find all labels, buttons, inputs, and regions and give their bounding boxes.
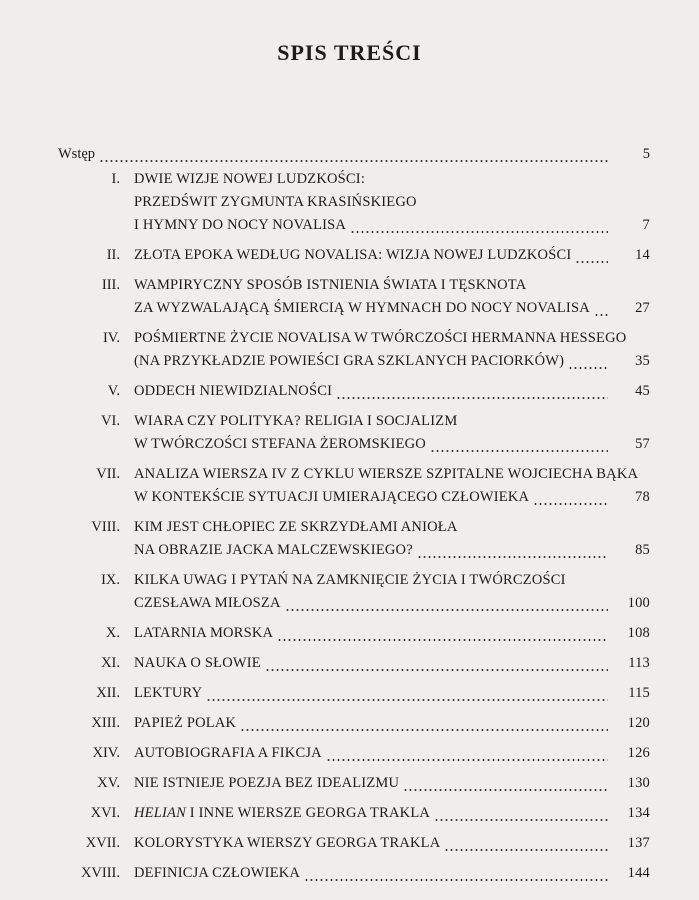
toc-entry-title-line — [134, 622, 273, 645]
toc-entry-title — [134, 682, 650, 705]
leader-dots — [277, 622, 608, 645]
toc-entry-title-line — [134, 486, 529, 509]
toc-entry-title-line — [134, 682, 202, 705]
leader-dots — [403, 772, 608, 795]
toc-entry-title-text: LATARNIA MORSKA — [134, 625, 274, 641]
toc-entry-title-line — [134, 802, 430, 825]
toc-entry-title — [134, 274, 650, 320]
toc-entry-title-line: WIARA CZY POLITYKA? RELIGIA I SOCJALIZM — [134, 413, 458, 429]
toc-entry-title-text: (NA PRZYKŁADZIE POWIEŚCI GRA SZKLANYCH PACIORKÓW) — [134, 353, 565, 369]
toc-entry-number: V. — [107, 383, 120, 399]
toc-page-number: 144 — [627, 865, 650, 881]
toc-entry-intro[interactable] — [58, 143, 650, 166]
toc-page-number: 137 — [627, 835, 650, 851]
toc-entry-italic-title: HELIAN — [134, 805, 186, 821]
toc-entry-number: XII. — [96, 685, 120, 701]
toc-entry-number: XIII. — [91, 715, 120, 731]
toc-entry-number: XIV. — [92, 745, 120, 761]
leader-dots — [206, 682, 608, 705]
toc-entry-number: II. — [106, 247, 120, 263]
toc-page-number: 14 — [635, 247, 650, 263]
leader-dots — [594, 297, 608, 320]
toc-page-number: 5 — [642, 146, 650, 162]
leader-dots — [533, 486, 608, 509]
toc-entry-title-line — [134, 772, 399, 795]
leader-dots — [326, 742, 608, 765]
toc-entry-title-line — [134, 297, 590, 320]
toc-entry-title — [134, 410, 650, 456]
toc-entry-number: VIII. — [91, 519, 120, 535]
toc-entry-title-line — [134, 652, 261, 675]
toc-entry-title-line — [134, 712, 236, 735]
toc-entry-title — [134, 772, 650, 795]
toc-entry-title-line: KIM JEST CHŁOPIEC ZE SKRZYDŁAMI ANIOŁA — [134, 519, 458, 535]
toc-page-number: 78 — [635, 489, 650, 505]
leader-dots — [265, 652, 608, 675]
toc-entry-number: XVIII. — [80, 865, 120, 881]
toc-entry-title — [134, 712, 650, 735]
leader-dots — [434, 802, 608, 825]
toc-entry-title-line — [134, 832, 440, 855]
toc-page-number: 130 — [627, 775, 650, 791]
toc-page-number: 115 — [628, 685, 650, 701]
leader-dots — [430, 433, 608, 456]
toc-entry-title-text: NIE ISTNIEJE POEZJA BEZ IDEALIZMU — [134, 775, 400, 791]
toc-entry-title-text: AUTOBIOGRAFIA A FIKCJA — [134, 745, 322, 761]
toc-entry-title-text: KOLORYSTYKA WIERSZY GEORGA TRAKLA — [134, 835, 441, 851]
toc-entry-title-line — [134, 350, 564, 373]
toc-entry-title — [134, 862, 650, 885]
toc-page-number: 35 — [635, 353, 650, 369]
toc-page-number: 100 — [627, 595, 650, 611]
toc-page-number: 45 — [635, 383, 650, 399]
toc-entry-title-text: I INNE WIERSZE GEORGA TRAKLA — [185, 805, 431, 821]
toc-entry-title-line — [134, 862, 300, 885]
toc-entry-number: VI. — [101, 413, 120, 429]
toc-entry-title-text: W TWÓRCZOŚCI STEFANA ŻEROMSKIEGO — [134, 436, 426, 452]
toc-entry-number: IV. — [102, 330, 120, 346]
toc-entry-title — [134, 168, 650, 237]
toc-entry-number: X. — [105, 625, 120, 641]
leader-dots — [336, 380, 608, 403]
toc-entry-title-line — [134, 592, 281, 615]
toc-entry-title — [134, 622, 650, 645]
toc-entry-number: VII. — [96, 466, 120, 482]
toc-entry-number: III. — [101, 277, 120, 293]
toc-page-number: 57 — [635, 436, 650, 452]
toc-entry-title — [134, 380, 650, 403]
toc-entry-title-text: CZESŁAWA MIŁOSZA — [134, 595, 281, 611]
toc-entry-title-line: PRZEDŚWIT ZYGMUNTA KRASIŃSKIEGO — [134, 194, 417, 210]
toc-entry-title-text: NA OBRAZIE JACKA MALCZEWSKIEGO? — [134, 542, 413, 558]
toc-page-number: 85 — [635, 542, 650, 558]
toc-entry-title-line: KILKA UWAG I PYTAŃ NA ZAMKNIĘCIE ŻYCIA I TWÓRCZOŚCI — [134, 572, 566, 588]
toc-entry-title — [134, 569, 650, 615]
toc-entry-title-line — [134, 244, 571, 267]
toc-page-number: 120 — [627, 715, 650, 731]
toc-entry-title — [134, 244, 650, 267]
toc-entry-label: Wstęp — [58, 146, 96, 162]
toc-entry-title-line — [134, 380, 332, 403]
leader-dots — [240, 712, 608, 735]
toc-entry-title-text: LEKTURY — [134, 685, 203, 701]
toc-entry-title — [134, 802, 650, 825]
leader-dots — [99, 143, 608, 166]
leader-dots — [285, 592, 608, 615]
leader-dots — [568, 350, 608, 373]
toc-entry-title-text: ZŁOTA EPOKA WEDŁUG NOVALISA: WIZJA NOWEJ LUDZKOŚCI — [134, 247, 572, 263]
leader-dots — [444, 832, 608, 855]
toc-entry-title — [134, 327, 650, 373]
toc-entry-title — [134, 832, 650, 855]
leader-dots — [417, 539, 608, 562]
toc-page-number: 126 — [627, 745, 650, 761]
toc-entry-title-text: ODDECH NIEWIDZIALNOŚCI — [134, 383, 333, 399]
toc-entry-number: XVII. — [85, 835, 120, 851]
toc-entry-title — [134, 463, 650, 509]
toc-entry-title — [134, 516, 650, 562]
toc-page-number: 27 — [635, 300, 650, 316]
toc-entry-title-line — [134, 742, 322, 765]
leader-dots — [575, 244, 608, 267]
toc-entry-title-line: DWIE WIZJE NOWEJ LUDZKOŚCI: — [134, 171, 366, 187]
toc-entry-title-line — [134, 433, 426, 456]
toc-entry-title-text: I HYMNY DO NOCY NOVALISA — [134, 217, 347, 233]
toc-entry-title-text: PAPIEŻ POLAK — [134, 715, 237, 731]
leader-dots — [304, 862, 608, 885]
toc-entry-title-line — [134, 214, 346, 237]
toc-entry-title — [134, 742, 650, 765]
toc-page-number: 134 — [627, 805, 650, 821]
toc-entry-title-text: W KONTEKŚCIE SYTUACJI UMIERAJĄCEGO CZŁOWIEKA — [134, 489, 530, 505]
toc-entry-title-text: DEFINICJA CZŁOWIEKA — [134, 865, 301, 881]
toc-entry-number: XI. — [101, 655, 120, 671]
toc-page-number: 108 — [627, 625, 650, 641]
toc-page-number: 7 — [642, 217, 650, 233]
leader-dots — [350, 214, 608, 237]
toc-entry-number: XV. — [97, 775, 120, 791]
page-title: SPIS TREŚCI — [277, 40, 422, 65]
toc-entry-title-line — [134, 539, 413, 562]
toc-entry-number: I. — [111, 171, 120, 187]
toc-entry-title-line: POŚMIERTNE ŻYCIE NOVALISA W TWÓRCZOŚCI HERMANNA HESSEGO — [134, 330, 627, 346]
toc-page-number: 113 — [628, 655, 650, 671]
toc-entry-title-text: NAUKA O SŁOWIE — [134, 655, 261, 671]
toc-entry-title — [134, 652, 650, 675]
toc-entry-title-text: ZA WYZWALAJĄCĄ ŚMIERCIĄ W HYMNACH DO NOCY NOVALISA — [134, 300, 590, 316]
toc-entry-number: XVI. — [90, 805, 120, 821]
toc-entry-title-line: ANALIZA WIERSZA IV Z CYKLU WIERSZE SZPITALNE WOJCIECHA BĄKA — [134, 466, 639, 482]
toc-entry-title-line: WAMPIRYCZNY SPOSÓB ISTNIENIA ŚWIATA I TĘSKNOTA — [134, 277, 527, 293]
toc-entry-number: IX. — [101, 572, 120, 588]
